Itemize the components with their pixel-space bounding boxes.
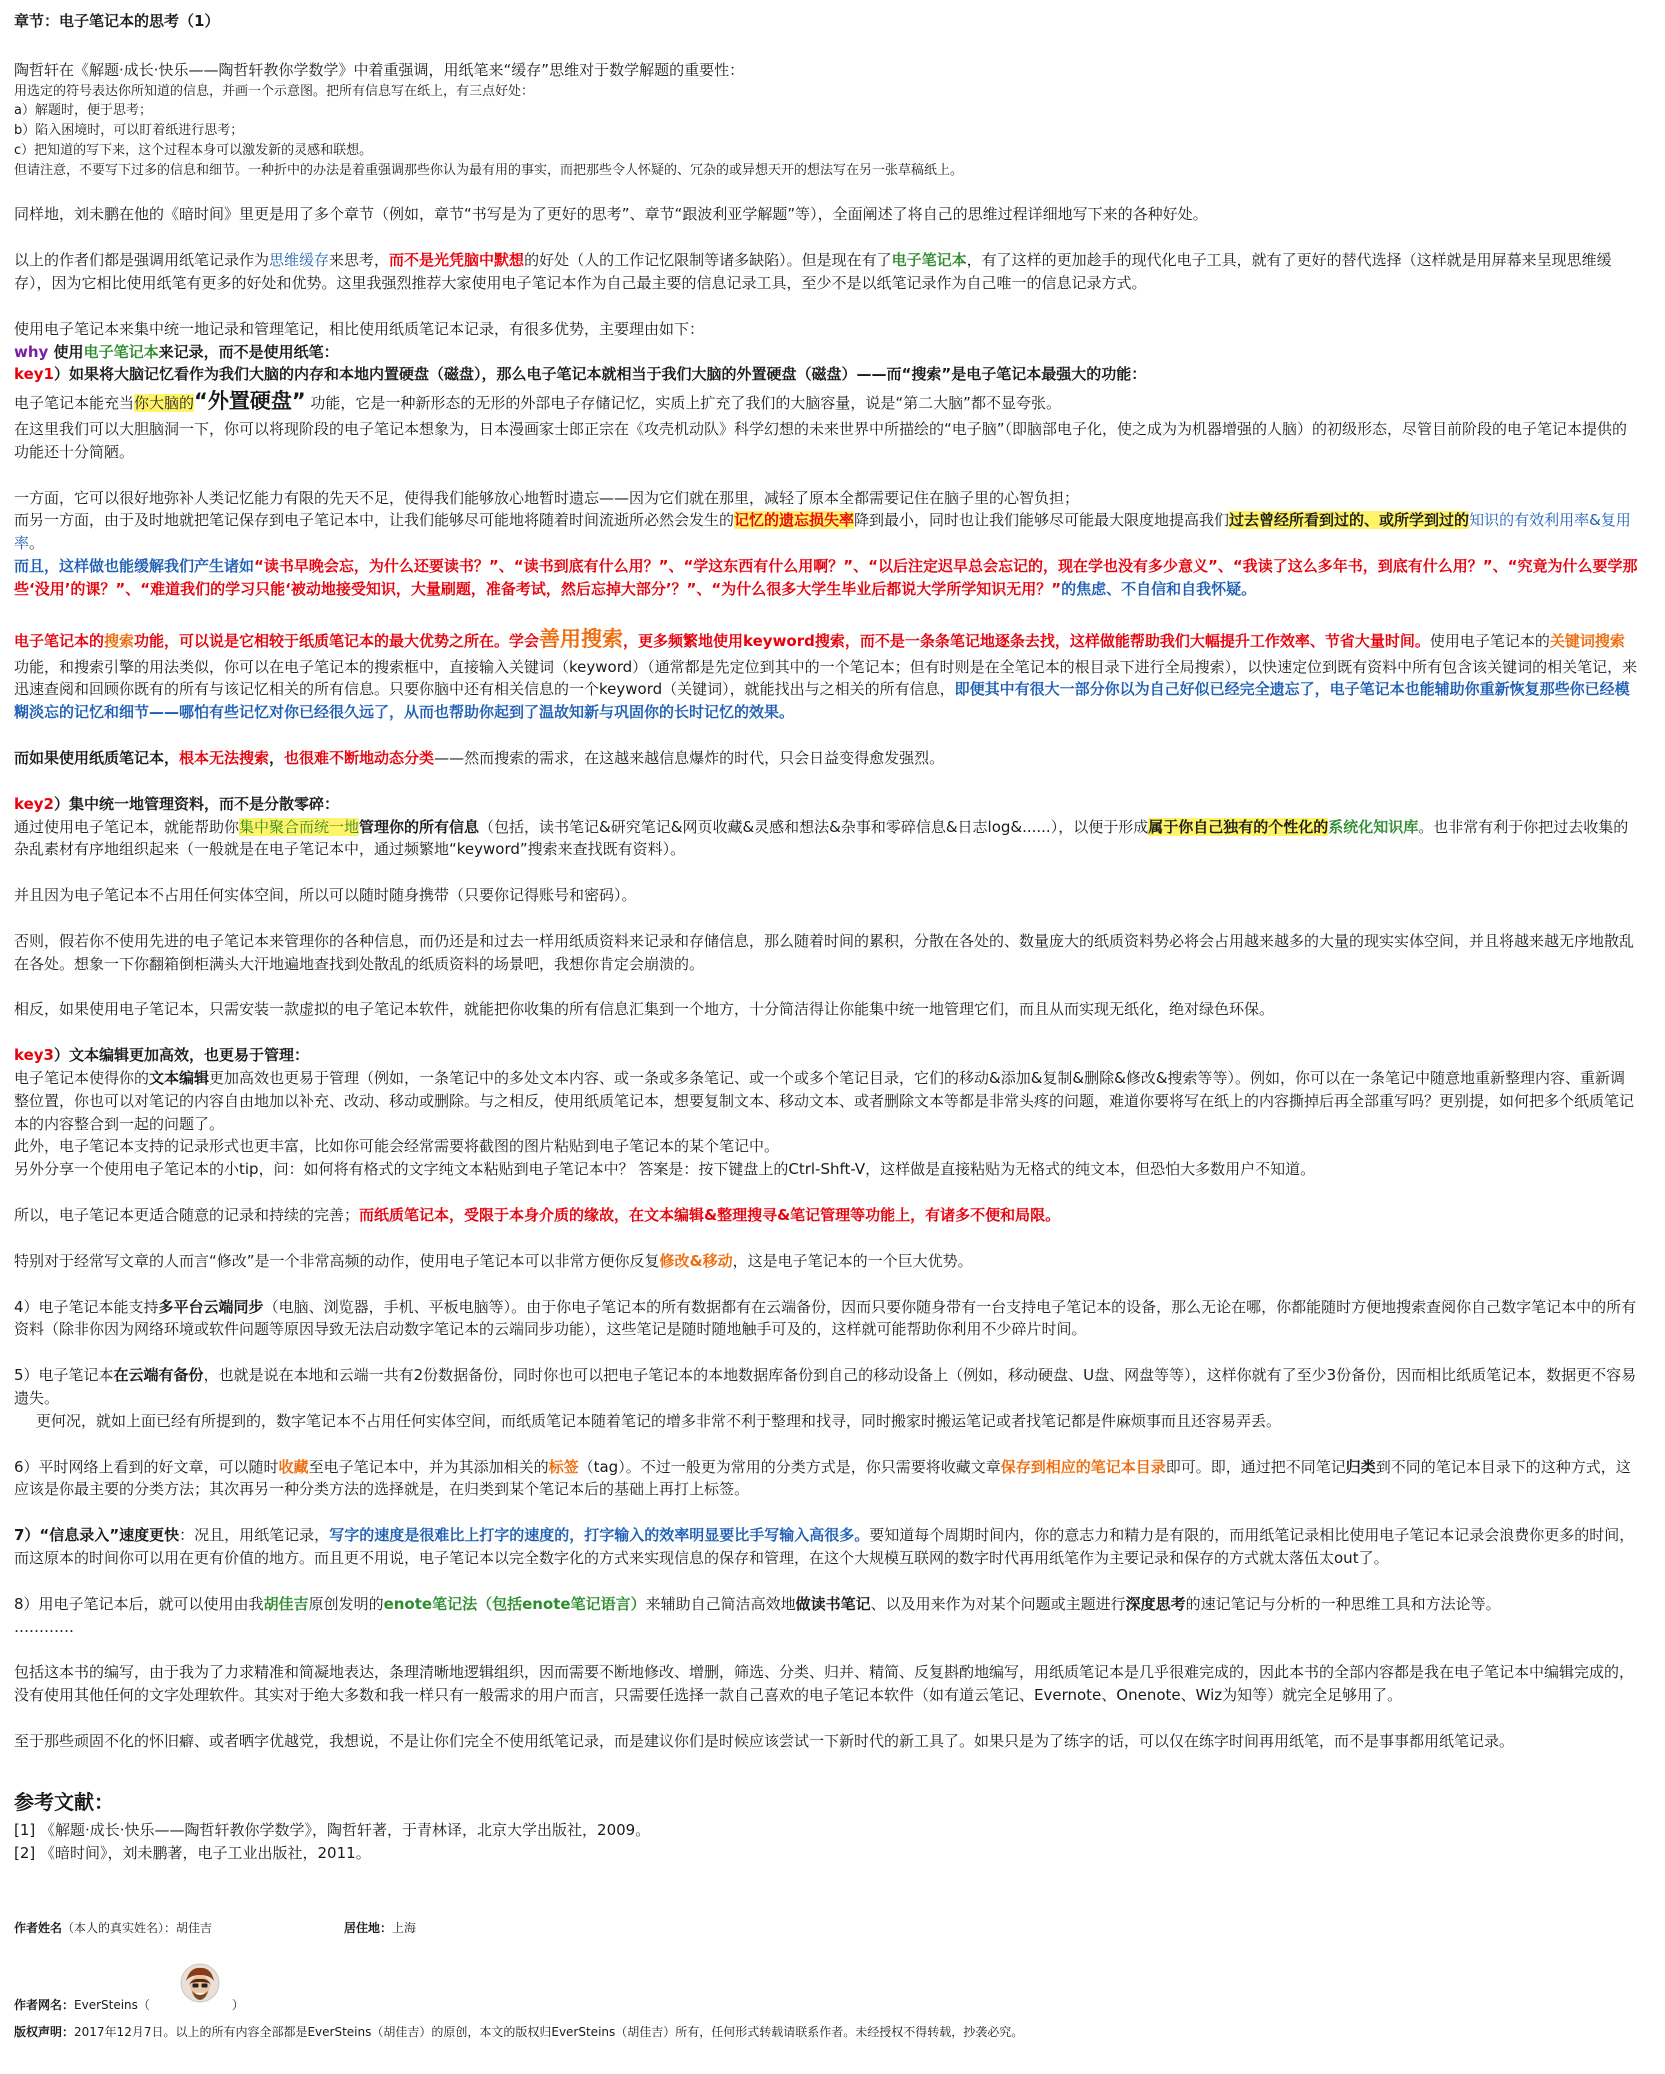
item-8: 8）用电子笔记本后，就可以使用由我胡佳吉原创发明的enote笔记法（包括enote笔记语言）来辅助自己简洁高效地做读书笔记、以及用来作为对某个问题或主题进行深度思考的速记笔记与分析的一种思维工具和方法论等。 xyxy=(14,1594,1501,1613)
references-heading: 参考文献： xyxy=(14,1789,114,1814)
quote-line: b）陷入困境时，可以盯着纸进行思考； xyxy=(14,123,244,139)
key2-heading: key2）集中统一地管理资料，而不是分散零碎： xyxy=(14,794,339,813)
chapter-title: 章节：电子笔记本的思考（1） xyxy=(14,12,220,30)
item-5-more: 更何况，就如上面已经有所提到的，数字笔记本不占用任何实体空间，而纸质笔记本随着笔记的增多非常不利于整理和找寻，同时搬家时搬运笔记或者找笔记都是件麻烦事而且还容易弄丢。 xyxy=(36,1411,1282,1430)
author-info xyxy=(14,1919,1639,1937)
why-intro: 使用电子笔记本来集中统一地记录和管理笔记，相比使用纸质笔记本记录，有很多优势，主要理由如下： xyxy=(14,319,705,338)
key2-para: 并且因为电子笔记本不占用任何实体空间，所以可以随时随身携带（只要你记得账号和密码）。 xyxy=(14,886,637,905)
search-para: 电子笔记本的搜索功能，可以说是它相较于纸质笔记本的最大优势之所在。学会善用搜索，更多频繁地使用keyword搜索，而不是一条条笔记地逐条去找，这样做能帮助我们大幅提升工作效率、节省大量时间。使用电子笔记本的关键词搜索功能，和搜索引擎的用法类似，你可以在电子笔记本的搜索框中，直接输入关键词（keyword）（通常都是先定位到其中的一个笔记本；但有时则是在全笔记本的根目录下进行全局搜索），以快速定位到既有资料中所有包含该关键词的相关笔记，来迅速查阅和回顾你既有的所有与该记忆相关的所有信息。只要你脑中还有相关信息的一个keyword（关键词），就能找出与之相关的所有信息，即便其中有很大一部分你以为自己好似已经完全遗忘了，电子笔记本也能辅助你重新恢复那些你已经模糊淡忘的记忆和细节——哪怕有些记忆对你已经很久远了，从而也帮助你起到了温故知新与巩固你的长时记忆的效果。 xyxy=(14,626,1638,722)
quote-line: a）解题时，便于思考； xyxy=(14,103,152,119)
ellipsis: ………… xyxy=(14,1617,74,1636)
item-5: 5）电子笔记本在云端有备份，也就是说在本地和云端一共有2份数据备份，同时你也可以把电子笔记本的本地数据库备份到自己的移动设备上（例如，移动硬盘、U盘、网盘等等），这样你就有了至少3份备份，因而相比纸质笔记本，数据更不容易遗失。 xyxy=(14,1366,1637,1408)
intro-lead: 陶哲轩在《解题·成长·快乐——陶哲轩教你学数学》中着重强调，用纸笔来“缓存”思维对于数学解题的重要性： xyxy=(14,60,745,79)
quote-line: 但请注意，不要写下过多的信息和细节。一种折中的办法是着重强调那些你认为最有用的事实，而把那些令人怀疑的、冗杂的或异想天开的想法写在另一张草稿纸上。 xyxy=(14,162,964,178)
author-name: 作者姓名（本人的真实姓名）：胡佳吉 xyxy=(14,1920,213,1935)
key1-para: 一方面，它可以很好地弥补人类记忆能力有限的先天不足，使得我们能够放心地暂时遗忘——因为它们就在那里，减轻了原本全都需要记住在脑子里的心智负担； xyxy=(14,488,1080,507)
key1-para: 电子笔记本能充当你大脑的“外置硬盘” 功能，它是一种新形态的无形的外部电子存储记忆，实质上扩充了我们的大脑容量，说是“第二大脑”都不显夸张。 xyxy=(14,389,1061,414)
key2-para: 否则，假若你不使用先进的电子笔记本来管理你的各种信息，而仍还是和过去一样用纸质资料来记录和存储信息，那么随着时间的累积，分散在各处的、数量庞大的纸质资料势必将会占用越来越多的大量的现实实体空间，并且将越来越无序地散乱在各处。想象一下你翻箱倒柜满头大汗地遍地查找到处散乱的纸质资料的场景吧，我想你肯定会崩溃的。 xyxy=(14,931,1635,973)
reference-item: [1] 《解题·成长·快乐——陶哲轩教你学数学》，陶哲轩著，于青林译，北京大学出版社，2009。 xyxy=(14,1821,651,1840)
item-6: 6）平时网络上看到的好文章，可以随时收藏至电子笔记本中，并为其添加相关的标签（tag）。不过一般更为常用的分类方式是，你只需要将收藏文章保存到相应的笔记本目录即可。即，通过把不同笔记归类到不同的笔记本目录下的这种方式，这应该是你最主要的分类方法；其次再另一种分类方法的选择就是，在归类到某个笔记本后的基础上再打上标签。 xyxy=(14,1457,1631,1499)
key1-para: 而且，这样做也能缓解我们产生诸如“读书早晚会忘，为什么还要读书？”、“读书到底有什么用？”、“学这东西有什么用啊？”、“以后注定迟早总会忘记的，现在学也没有多少意义”、“我读了这么多年书，到底有什么用？”、“究竟为什么要学那些‘没用’的课？”、“难道我们的学习只能‘被动地接受知识，大量刷题，准备考试，然后忘掉大部分’？”、“为什么很多大学生毕业后都说大学所学知识无用？”的焦虑、不自信和自我怀疑。 xyxy=(14,557,1638,598)
key3-para: 所以，电子笔记本更适合随意的记录和持续的完善；而纸质笔记本，受限于本身介质的缘故，在文本编辑&整理搜寻&笔记管理等功能上，有诸多不便和局限。 xyxy=(14,1206,1061,1225)
avatar xyxy=(180,1963,220,2003)
quote-line: 用选定的符号表达你所知道的信息，并画一个示意图。把所有信息写在纸上，有三点好处： xyxy=(14,83,535,99)
key2-para: 相反，如果使用电子笔记本，只需安装一款虚拟的电子笔记本软件，就能把你收集的所有信息汇集到一个地方，十分简洁得让你能集中统一地管理它们，而且从而实现无纸化，绝对绿色环保。 xyxy=(14,1000,1275,1019)
key3-para: 另外分享一个使用电子笔记本的小tip，问：如何将有格式的文字纯文本粘贴到电子笔记本中？ 答案是：按下键盘上的Ctrl-Shft-V，这样做是直接粘贴为无格式的纯文本，但恐怕大多数用户不知道。 xyxy=(14,1160,1316,1179)
key1-para: 在这里我们可以大胆脑洞一下，你可以将现阶段的电子笔记本想象为，日本漫画家士郎正宗在《攻壳机动队》科学幻想的未来世界中所描绘的“电子脑”（即脑部电子化，使之成为为机器增强的人脑）的初级形态，尽管目前阶段的电子笔记本提供的功能还十分简陋。 xyxy=(14,420,1628,461)
author-location: 居住地：上海 xyxy=(344,1920,417,1935)
why-heading: why 使用电子笔记本来记录，而不是使用纸笔： xyxy=(14,342,339,361)
quote-line: c）把知道的写下来，这个过程本身可以激发新的灵感和联想。 xyxy=(14,142,373,158)
key3-heading: key3）文本编辑更加高效，也更易于管理： xyxy=(14,1046,309,1065)
key2-para: 通过使用电子笔记本，就能帮助你集中聚合而统一地管理你的所有信息（包括，读书笔记&研究笔记&网页收藏&灵感和想法&杂事和零碎信息&日志log&......），以便于形成属于你自己独有的个性化的系统化知识库。也非常有利于你把过去收集的杂乱素材有序地组织起来（一般就是在电子笔记本中，通过频繁地“keyword”搜索来查找既有资料）。 xyxy=(14,817,1629,859)
reference-item: [2] 《暗时间》，刘未鹏著，电子工业出版社，2011。 xyxy=(14,1844,371,1862)
item-7: 7）“信息录入”速度更快：况且，用纸笔记录，写字的速度是很难比上打字的速度的，打字输入的效率明显要比手写输入高很多。要知道每个周期时间内，你的意志力和精力是有限的，而用纸笔记录相比使用电子笔记本记录会浪费你更多的时间，而这原本的时间你可以用在更有价值的地方。而且更不用说，电子笔记本以完全数字化的方式来实现信息的保存和管理，在这个大规模互联网的数字时代再用纸笔作为主要记录和保存的方式就太落伍太out了。 xyxy=(14,1526,1635,1568)
key1-para: 而另一方面，由于及时地就把笔记保存到电子笔记本中，让我们能够尽可能地将随着时间流逝所必然会发生的记忆的遗忘损失率降到最小，同时也让我们能够尽可能最大限度地提高我们过去曾经所看到过的、或所学到过的知识的有效利用率&复用率。 xyxy=(14,511,1631,553)
copyright: 版权声明：2017年12月7日。以上的所有内容全部都是EverSteins（胡佳吉）的原创，本文的版权归EverSteins（胡佳吉）所有，任何形式转载请联系作者。未经授权不得转载，抄袭必究。 xyxy=(14,2025,1024,2040)
key1-heading: key1）如果将大脑记忆看作为我们大脑的内存和本地内置硬盘（磁盘），那么电子笔记本就相当于我们大脑的外置硬盘（磁盘）——而“搜索”是电子笔记本最强大的功能： xyxy=(14,365,1147,384)
paper-para: 而如果使用纸质笔记本，根本无法搜索，也很难不断地动态分类——然而搜索的需求，在这越来越信息爆炸的时代，只会日益变得愈发强烈。 xyxy=(14,748,945,767)
closing-para: 至于那些顽固不化的怀旧癖、或者晒字优越党，我想说，不是让你们完全不使用纸笔记录，而是建议你们是时候应该尝试一下新时代的新工具了。如果只是为了练字的话，可以仅在练字时间再用纸笔，而不是事事都用纸笔记录。 xyxy=(14,1732,1515,1751)
closing-para: 包括这本书的编写，由于我为了力求精准和简凝地表达，条理清晰地逻辑组织，因而需要不断地修改、增删，筛选、分类、归并、精简、反复斟酌地编写，用纸质笔记本是几乎很难完成的，因此本书的全部内容都是我在电子笔记本中编辑完成的，没有使用其他任何的文字处理软件。其实对于绝大多数和我一样只有一般需求的用户而言，只需要任选择一款自己喜欢的电子笔记本软件（如有道云笔记、Evernote、Onenote、Wiz为知等）就完全足够用了。 xyxy=(14,1663,1635,1705)
item-4: 4）电子笔记本能支持多平台云端同步（电脑、浏览器，手机、平板电脑等）。由于你电子笔记本的所有数据都有在云端备份，因而只要你随身带有一台支持电子笔记本的设备，那么无论在哪，你都能随时方便地搜索查阅你自己数字笔记本中的所有资料（除非你因为网络环境或软件问题等原因导致无法启动数字笔记本的云端同步功能），这些笔记是随时随地触手可及的，这样就可能帮助你利用不少碎片时间。 xyxy=(14,1297,1637,1339)
key3-para: 电子笔记本使得你的文本编辑更加高效也更易于管理（例如，一条笔记中的多处文本内容、或一条或多条笔记、或一个或多个笔记目录，它们的移动&添加&复制&删除&修改&搜索等等）。例如，你可以在一条笔记中随意地重新整理内容、重新调整位置，你也可以对笔记的内容自由地加以补充、改动、移动或删除。与之相反，使用纸质笔记本，想要复制文本、移动文本、或者删除文本等都是非常头疼的问题，难道你要将写在纸上的内容撕掉后再全部重写吗？更别提，如何把多个纸质笔记本的内容整合到一起的问题了。 xyxy=(14,1069,1635,1133)
paragraph-liu: 同样地，刘未鹏在他的《暗时间》里更是用了多个章节（例如，章节“书写是为了更好的思考”、章节“跟波利亚学解题”等），全面阐述了将自己的思维过程详细地写下来的各种好处。 xyxy=(14,205,1208,224)
key3-para: 特别对于经常写文章的人而言“修改”是一个非常高频的动作，使用电子笔记本可以非常方便你反复修改&移动，这是电子笔记本的一个巨大优势。 xyxy=(14,1251,973,1270)
key3-para: 此外，电子笔记本支持的记录形式也更丰富，比如你可能会经常需要将截图的图片粘贴到电子笔记本的某个笔记中。 xyxy=(14,1137,780,1156)
paragraph-authors: 以上的作者们都是强调用纸笔记录作为思维缓存来思考，而不是光凭脑中默想的好处（人的工作记忆限制等诸多缺陷）。但是现在有了电子笔记本，有了这样的更加趁手的现代化电子工具，就有了更好的替代选择（这样就是用屏幕来呈现思维缓存），因为它相比使用纸笔有更多的好处和优势。这里我强烈推荐大家使用电子笔记本作为自己最主要的信息记录工具，至少不是以纸笔记录作为自己唯一的信息记录方式。 xyxy=(14,251,1612,292)
author-netname: 作者网名：EverSteins（ ） xyxy=(14,1983,1639,2023)
